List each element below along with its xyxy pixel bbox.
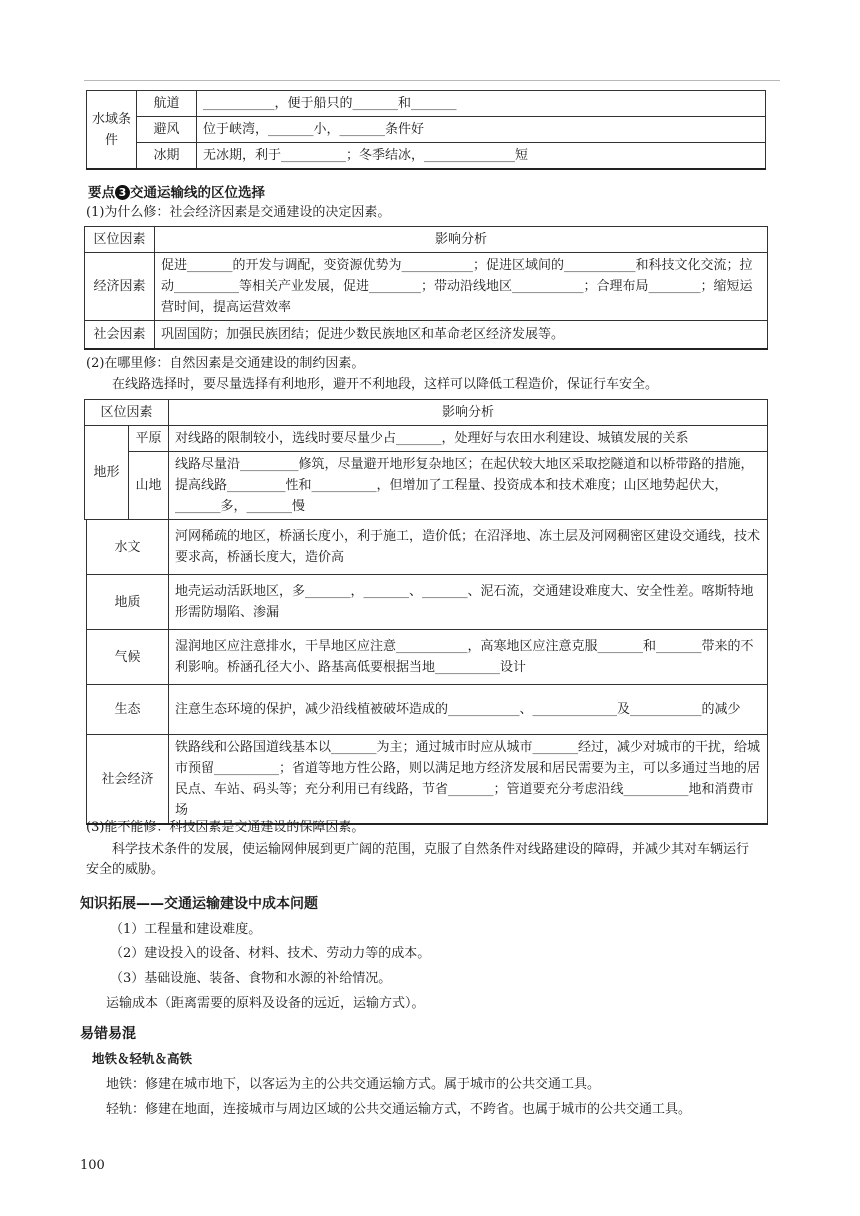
part2-intro-detail: 在线路选择时，要尽量选择有利地形，避开不利地段，这样可以降低工程造价，保证行车安全。	[112, 377, 659, 392]
terrain-text: 对线路的限制较小，选线时要尽量少占_______，处理好与农田水利建设、城镇发展的关系	[169, 426, 768, 452]
part3-text: 科学技术条件的发展，使运输网伸展到更广阔的范围，克服了自然条件对线路建设的障碍，并减少其对车辆运行	[112, 842, 750, 857]
factor-label: 水文	[87, 520, 169, 575]
page-number: 100	[80, 1158, 105, 1173]
confusion-line: 地铁：修建在城市地下，以客运为主的公共交通运输方式。属于城市的公共交通工具。	[106, 1077, 601, 1092]
factor-label: 经济因素	[85, 253, 155, 321]
confusion-line: 轻轨：修建在地面，连接城市与周边区域的公共交通运输方式，不跨省。也属于城市的公共交通工具。	[106, 1102, 692, 1117]
part3-intro: (3)能不能修：科技因素是交通建设的保障因素。	[86, 820, 365, 835]
factor-label: 社会经济	[87, 735, 169, 825]
terrain-sub-label: 山地	[129, 452, 169, 520]
water-row-label: 冰期	[137, 143, 197, 170]
part2-intro: (2)在哪里修：自然因素是交通建设的制约因素。	[86, 356, 365, 371]
table-header: 影响分析	[155, 227, 768, 253]
factor-text: 铁路线和公路国道线基本以_______为主；通过城市时应从城市_______经过，减少对城市的干扰，给城市预留__________；省道等地方性公路，则以满足地方经济发展和居民需要为主，可以多通过当地的居民点、车站、码头等；充分利用已有线路，节省_______；管道要充分考虑沿线__________地和消费市场	[169, 735, 768, 825]
natural-factors-table	[0, 519, 860, 825]
water-row-label: 航道	[137, 91, 197, 117]
section-number-badge: 3	[115, 185, 130, 200]
section-title: 交通运输线的区位选择	[130, 185, 265, 201]
water-group-label: 水域条件	[87, 91, 137, 170]
terrain-sub-label: 平原	[129, 426, 169, 452]
knowledge-note: 运输成本（距离需要的原料及设备的远近，运输方式）。	[106, 996, 425, 1011]
knowledge-item: （3）基础设施、装备、食物和水源的补给情况。	[110, 971, 392, 986]
terrain-label: 地形	[85, 426, 129, 520]
confusion-subtitle: 地铁＆轻轨＆高铁	[92, 1051, 193, 1066]
factor-label: 社会因素	[85, 321, 155, 349]
knowledge-item: （2）建设投入的设备、材料、技术、劳动力等的成本。	[110, 946, 431, 961]
economic-factors-table	[0, 226, 860, 350]
water-conditions-table	[0, 90, 860, 170]
section-heading	[88, 181, 265, 201]
water-row-label: 避风	[137, 117, 197, 143]
factor-label: 生态	[87, 685, 169, 735]
factor-text: 注意生态环境的保护，减少沿线植被破坏造成的___________、_____________及___________的减少	[169, 685, 768, 735]
factor-label: 气候	[87, 630, 169, 685]
table-header: 区位因素	[85, 400, 169, 426]
terrain-text: 线路尽量沿_________修筑，尽量避开地形复杂地区；在起伏较大地区采取挖隧道和以桥带路的措施，提高线路_________性和__________，但增加了工程量、投资成本和技术难度；山区地势起伏大，_______多，_______慢	[169, 452, 768, 520]
part1-intro: (1)为什么修：社会经济因素是交通建设的决定因素。	[86, 205, 391, 220]
knowledge-title: 知识拓展——交通运输建设中成本问题	[80, 896, 318, 912]
factor-label: 地质	[87, 575, 169, 630]
section-prefix: 要点	[88, 185, 115, 201]
water-row-text: ___________，便于船只的_______和_______	[197, 91, 766, 117]
table-header: 影响分析	[169, 400, 768, 426]
confusion-title: 易错易混	[80, 1026, 136, 1042]
water-row-text: 无冰期，利于__________；冬季结冰，______________短	[197, 143, 766, 170]
factor-text: 河网稀疏的地区，桥涵长度小，利于施工，造价低；在沼泽地、冻土层及河网稠密区建设交通线，技术要求高，桥涵长度大，造价高	[169, 520, 768, 575]
knowledge-item: （1）工程量和建设难度。	[110, 922, 262, 937]
factor-text: 促进_______的开发与调配，变资源优势为___________；促进区域间的___________和科技文化交流；拉动__________等相关产业发展，促进________；带动沿线地区___________；合理布局________；缩短运营时间，提高运营效率	[155, 253, 768, 321]
factor-text: 巩固国防；加强民族团结；促进少数民族地区和革命老区经济发展等。	[155, 321, 768, 349]
table-header: 区位因素	[85, 227, 155, 253]
part3-text-cont: 安全的威胁。	[86, 862, 165, 877]
header-rule	[84, 80, 780, 81]
terrain-table	[0, 399, 860, 520]
factor-text: 湿润地区应注意排水，干旱地区应注意___________，高寒地区应注意克服_______和_______带来的不利影响。桥涵孔径大小、路基高低要根据当地__________设计	[169, 630, 768, 685]
factor-text: 地壳运动活跃地区，多_______，_______、_______、泥石流，交通建设难度大、安全性差。喀斯特地形需防塌陷、渗漏	[169, 575, 768, 630]
water-row-text: 位于峡湾，_______小，_______条件好	[197, 117, 766, 143]
